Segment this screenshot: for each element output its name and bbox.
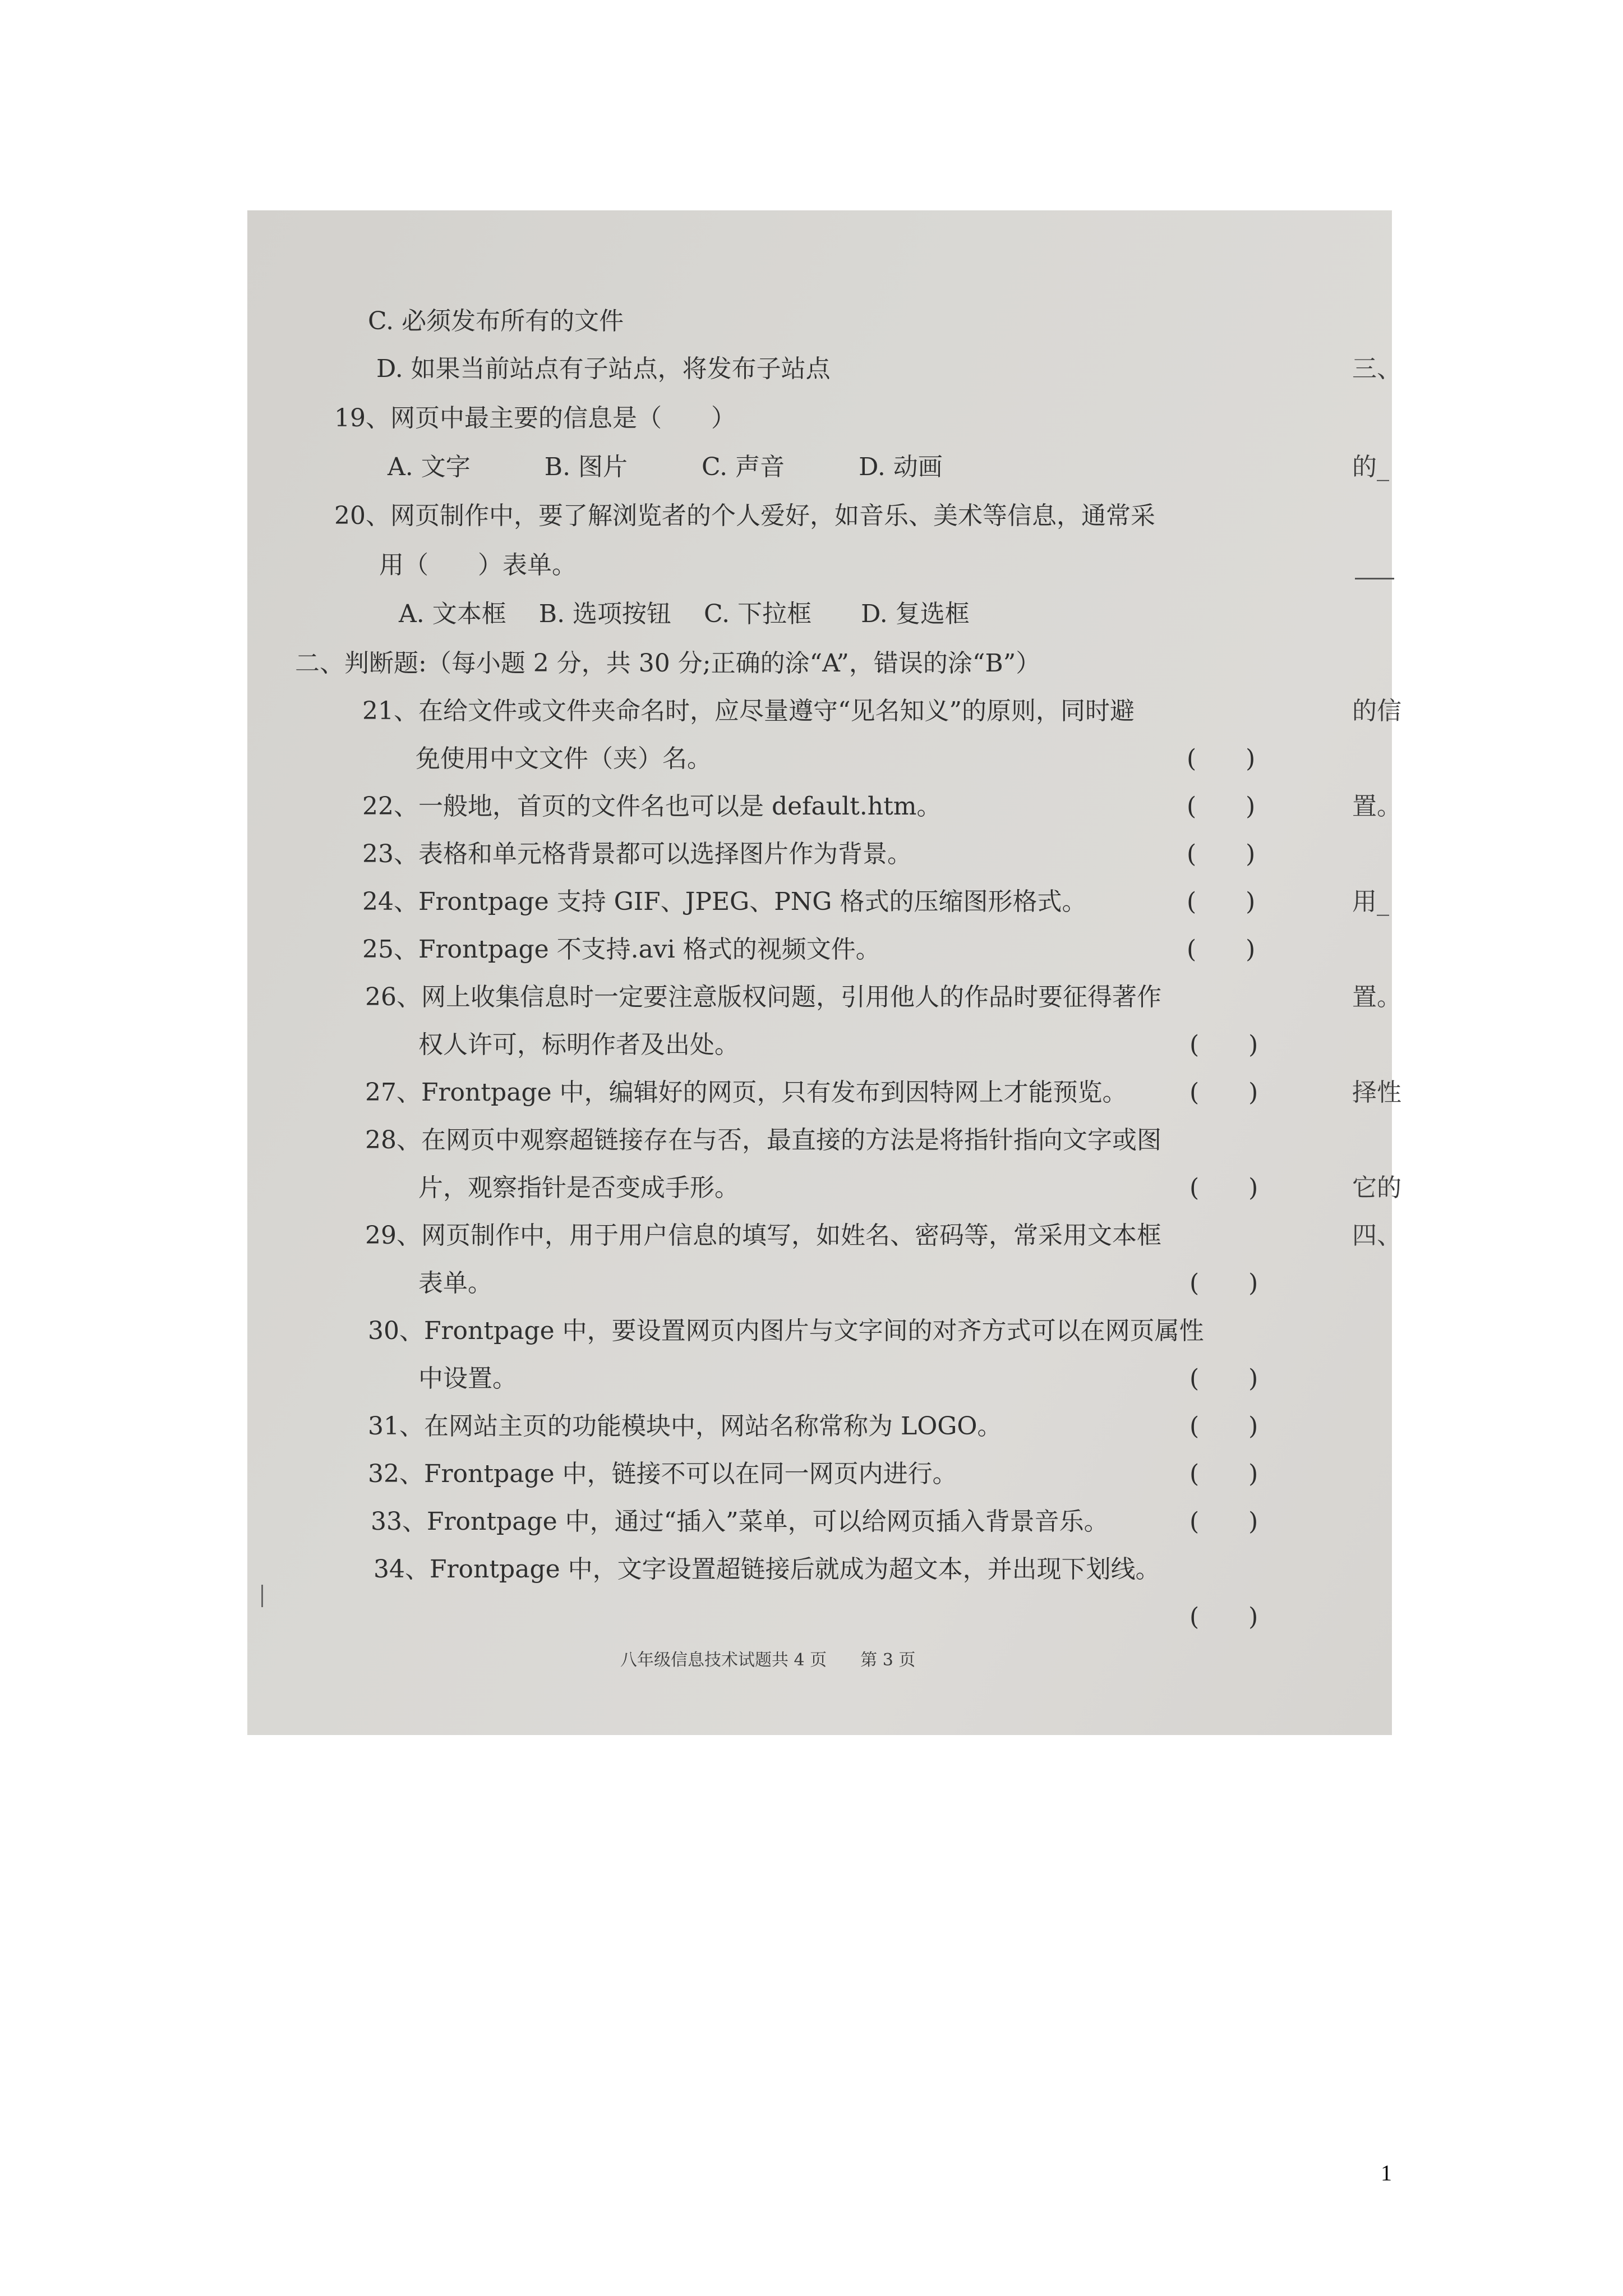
- question-21-line2: 免使用中文文件（夹）名。: [416, 744, 712, 773]
- edge-fragment: 的信: [1352, 697, 1401, 725]
- edge-fragment: 它的: [1352, 1174, 1401, 1202]
- question-24: 24、Frontpage 支持 GIF、JPEG、PNG 格式的压缩图形格式。: [362, 887, 1087, 916]
- answer-paren: ( ): [1189, 1603, 1258, 1631]
- edge-fragment: 择性: [1352, 1078, 1401, 1107]
- answer-paren: ( ): [1187, 792, 1256, 821]
- question-34: 34、Frontpage 中，文字设置超链接后就成为超文本，并出现下划线。: [374, 1555, 1160, 1584]
- answer-paren: ( ): [1189, 1364, 1258, 1393]
- answer-paren: ( ): [1187, 840, 1256, 868]
- edge-fragment: 置。: [1352, 983, 1401, 1011]
- answer-paren: ( ): [1189, 1412, 1258, 1441]
- section-2-heading: 二、判断题:（每小题 2 分，共 30 分;正确的涂“A”，错误的涂“B”）: [295, 649, 1041, 678]
- edge-rule: [1355, 578, 1394, 579]
- question-27: 27、Frontpage 中，编辑好的网页，只有发布到因特网上才能预览。: [365, 1078, 1127, 1107]
- edge-fragment: 用_: [1352, 887, 1389, 916]
- answer-paren: ( ): [1189, 1174, 1258, 1202]
- question-30-line1: 30、Frontpage 中，要设置网页内图片与文字间的对齐方式可以在网页属性: [368, 1317, 1204, 1345]
- question-20-line2: 用（ ）表单。: [379, 551, 577, 579]
- answer-paren: ( ): [1189, 1460, 1258, 1488]
- option-c: C. 必须发布所有的文件: [368, 307, 624, 335]
- scan-mark: [261, 1585, 263, 1607]
- question-32: 32、Frontpage 中，链接不可以在同一网页内进行。: [368, 1460, 957, 1488]
- question-20-line1: 20、网页制作中，要了解浏览者的个人爱好，如音乐、美术等信息，通常采: [334, 501, 1155, 530]
- question-22: 22、一般地，首页的文件名也可以是 default.htm。: [362, 792, 942, 821]
- answer-paren: ( ): [1189, 1030, 1258, 1059]
- answer-paren: ( ): [1189, 1269, 1258, 1297]
- question-30-line2: 中设置。: [418, 1364, 517, 1393]
- question-26-line2: 权人许可，标明作者及出处。: [418, 1030, 739, 1059]
- edge-fragment: 四、: [1352, 1221, 1401, 1250]
- question-21-line1: 21、在给文件或文件夹命名时，应尽量遵守“见名知义”的原则，同时避: [362, 697, 1135, 725]
- answer-paren: ( ): [1187, 744, 1256, 773]
- question-19-options: A. 文字 B. 图片 C. 声音 D. 动画: [388, 453, 943, 481]
- edge-fragment: 置。: [1352, 792, 1401, 821]
- question-28-line1: 28、在网页中观察超链接存在与否，最直接的方法是将指针指向文字或图: [365, 1126, 1161, 1154]
- edge-fragment: 三、: [1352, 355, 1401, 383]
- question-31: 31、在网站主页的功能模块中，网站名称常称为 LOGO。: [368, 1412, 1002, 1441]
- answer-paren: ( ): [1189, 1078, 1258, 1107]
- answer-paren: ( ): [1187, 935, 1256, 964]
- question-25: 25、Frontpage 不支持.avi 格式的视频文件。: [362, 935, 880, 964]
- question-28-line2: 片，观察指针是否变成手形。: [418, 1174, 739, 1202]
- page-number: 1: [1381, 2160, 1392, 2185]
- question-33: 33、Frontpage 中，通过“插入”菜单，可以给网页插入背景音乐。: [371, 1507, 1109, 1536]
- question-20-options: A. 文本框 B. 选项按钮 C. 下拉框 D. 复选框: [399, 600, 970, 628]
- option-d: D. 如果当前站点有子站点，将发布子站点: [376, 355, 831, 383]
- page-footer: 八年级信息技术试题共 4 页 第 3 页: [620, 1650, 916, 1670]
- question-29-line2: 表单。: [418, 1269, 492, 1297]
- edge-fragment: 的_: [1352, 453, 1389, 481]
- answer-paren: ( ): [1187, 887, 1256, 916]
- question-29-line1: 29、网页制作中，用于用户信息的填写，如姓名、密码等，常采用文本框: [365, 1221, 1161, 1250]
- answer-paren: ( ): [1189, 1507, 1258, 1536]
- question-19: 19、网页中最主要的信息是（ ）: [334, 404, 736, 432]
- question-23: 23、表格和单元格背景都可以选择图片作为背景。: [362, 840, 912, 868]
- scanned-photo: [247, 210, 1401, 1735]
- question-26-line1: 26、网上收集信息时一定要注意版权问题，引用他人的作品时要征得著作: [365, 983, 1161, 1011]
